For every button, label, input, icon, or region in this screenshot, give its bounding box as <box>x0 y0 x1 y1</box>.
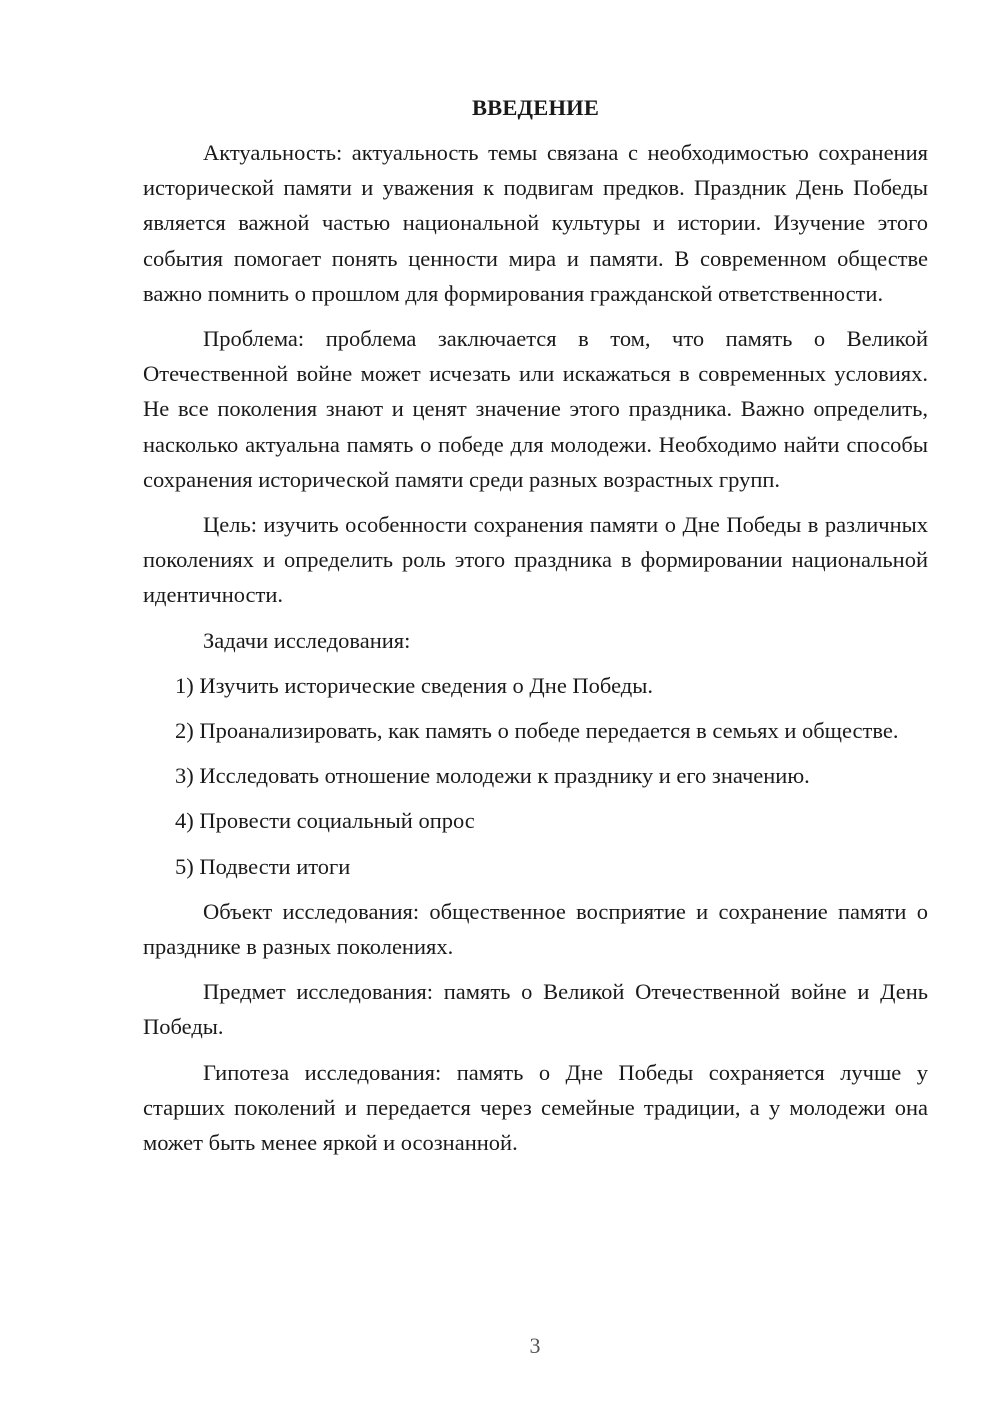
subject-paragraph: Предмет исследования: память о Великой Отечественной войне и День Победы. <box>143 979 928 1040</box>
task-item: 1) Изучить исторические сведения о Дне Победы. <box>175 672 653 698</box>
page-content <box>143 90 928 1170</box>
task-item: 5) Подвести итоги <box>175 853 351 879</box>
object-paragraph: Объект исследования: общественное восприятие и сохранение памяти о празднике в разных поколениях. <box>143 898 928 960</box>
problem-paragraph: Проблема: проблема заключается в том, что память о Великой Отечественной войне может исчезать или искажаться в современных условиях. Не все поколения знают и ценят значение этого праздника. Важно определить, насколько актуальна память о победе для молодежи. Необходимо найти способы сохранения исторической памяти среди разных возрастных групп. <box>143 326 928 492</box>
page-number: 3 <box>529 1333 541 1358</box>
task-item: 3) Исследовать отношение молодежи к празднику и его значению. <box>175 763 810 789</box>
section-title: ВВЕДЕНИЕ <box>471 95 600 120</box>
relevance-paragraph: Актуальность: актуальность темы связана с необходимостью сохранения исторической памяти и уважения к подвигам предков. Праздник День Победы является важной частью национальной культуры и истории. Изучение этого события помогает понять ценности мира и памяти. В современном обществе важно помнить о прошлом для формирования гражданской ответственности. <box>143 140 928 306</box>
goal-paragraph: Цель: изучить особенности сохранения памяти о Дне Победы в различных поколениях и определить роль этого праздника в формировании национальной идентичности. <box>143 512 928 608</box>
task-item: 4) Провести социальный опрос <box>175 808 475 834</box>
hypothesis-paragraph: Гипотеза исследования: память о Дне Победы сохраняется лучше у старших поколений и передается через семейные традиции, а у молодежи она может быть менее яркой и осознанной. <box>143 1059 928 1156</box>
task-item: 2) Проанализировать, как память о победе передается в семьях и обществе. <box>175 718 899 744</box>
tasks-list <box>143 668 928 884</box>
tasks-heading: Задачи исследования: <box>203 627 411 653</box>
